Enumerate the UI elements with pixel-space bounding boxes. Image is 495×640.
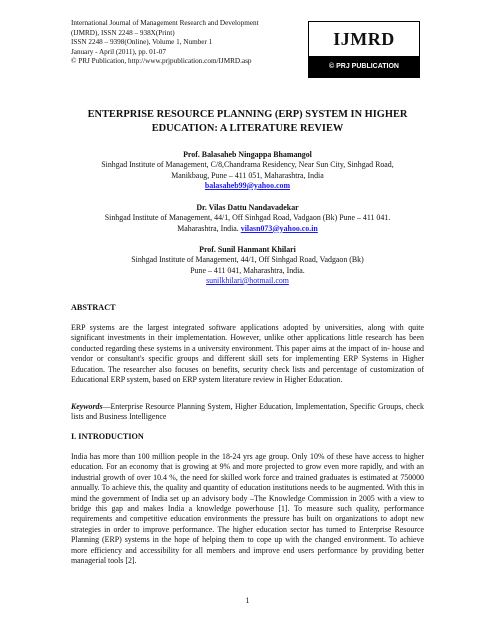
publisher-banner: © PRJ PUBLICATION <box>309 56 419 77</box>
keywords-label: Keywords <box>71 402 103 411</box>
paper-title <box>60 108 435 135</box>
author-email-link[interactable]: sunilkhilari@hotmail.com <box>206 275 289 285</box>
journal-header-line: (IJMRD), ISSN 2248 – 938X(Print) <box>71 28 175 37</box>
page-number: 1 <box>245 596 250 605</box>
paper-title-line: EDUCATION: A LITERATURE REVIEW <box>151 122 344 134</box>
introduction-heading: I. INTRODUCTION <box>71 432 144 441</box>
author-name: Prof. Sunil Hanmant Khilari <box>199 245 296 254</box>
keywords-paragraph <box>71 402 424 423</box>
author-email-link[interactable]: balasaheb99@yahoo.com <box>204 180 291 190</box>
author-block <box>60 150 435 191</box>
paper-title-line: ENTERPRISE RESOURCE PLANNING (ERP) SYSTEM IN HIGHER <box>87 109 408 120</box>
abstract-text: ERP systems are the largest integrated software applications adopted by universities, along with quite significant investments in their implementation. However, unlike other applications little research has been conducted regarding these systems in a university environment. This paper aims at the impact of in- house and vendor or consultant's specific groups and different skill sets for implementing ERP Systems in Higher Education. The researcher also focuses on benefits, security check lists and percentage of customization of Educational ERP system, based on ERP system literature review in Higher Education. <box>71 323 424 385</box>
author-affiliation: Maharashtra, India. <box>177 223 239 233</box>
author-affiliation: Manikbaug, Pune – 411 051, Maharashtra, India <box>171 170 324 180</box>
journal-header-line: International Journal of Management Research and Development <box>71 19 259 27</box>
journal-logo-text: IJMRD <box>333 29 395 49</box>
author-affiliation: Sinhgad Institute of Management, 44/1, Off Sinhgad Road, Vadgaon (Bk) Pune – 411 041. <box>104 213 391 223</box>
journal-header-line: ISSN 2248 – 9398(Online), Volume 1, Number 1 <box>71 38 213 47</box>
abstract-heading: ABSTRACT <box>71 303 116 312</box>
journal-header-line: © PRJ Publication, http://www.prjpublication.com/IJMRD.asp <box>71 57 252 66</box>
author-block <box>60 203 435 234</box>
author-email-link[interactable]: vilasn073@yahoo.co.in <box>240 223 318 233</box>
journal-header <box>71 19 321 67</box>
journal-header-line: January - April (2011), pp. 01-07 <box>71 47 166 56</box>
author-block <box>60 245 435 286</box>
keywords-text: —Enterprise Resource Planning System, Higher Education, Implementation, Specific Groups, check lists and Business Intelligence <box>71 402 424 422</box>
author-name: Dr. Vilas Dattu Nandavadekar <box>196 203 299 212</box>
author-affiliation: Sinhgad Institute of Management, 44/1, Off Sinhgad Road, Vadgaon (Bk) <box>131 255 364 265</box>
author-name: Prof. Balasaheb Ningappa Bhamangol <box>183 150 312 159</box>
journal-logo <box>308 21 420 78</box>
author-affiliation: Sinhgad Institute of Management, C/8,Chandrama Residency, Near Sun City, Sinhgad Road, <box>101 160 394 170</box>
author-affiliation: Pune – 411 041, Maharashtra, India. <box>190 265 305 275</box>
introduction-text: India has more than 100 million people in the 18-24 yrs age group. Only 10% of these have access to higher education. For an economy that is growing at 9% and more projected to grow even more rapidly, and with an industrial growth of over 10.4 %, the need for skilled work force and trained graduates is estimated at 750000 annually. To achieve this, the quality and quantity of education institutions needs to be augmented. With this in mind the government of India set up an advisory body –The Knowledge Commission in 2005 with a view to bridge this gap and makes India a knowledge powerhouse [1]. To measure such quality, performance requirements and competitive education environments the pressure has built on organizations to adopt new strategies in order to improve performance. The higher education sector has turned to Enterprise Resource Planning (ERP) systems in the hope of helping them to cope up with the changed environment. To achieve more efficiency and accessibility for all members and improve end users performance by providing better managerial tools [2]. <box>71 452 424 566</box>
